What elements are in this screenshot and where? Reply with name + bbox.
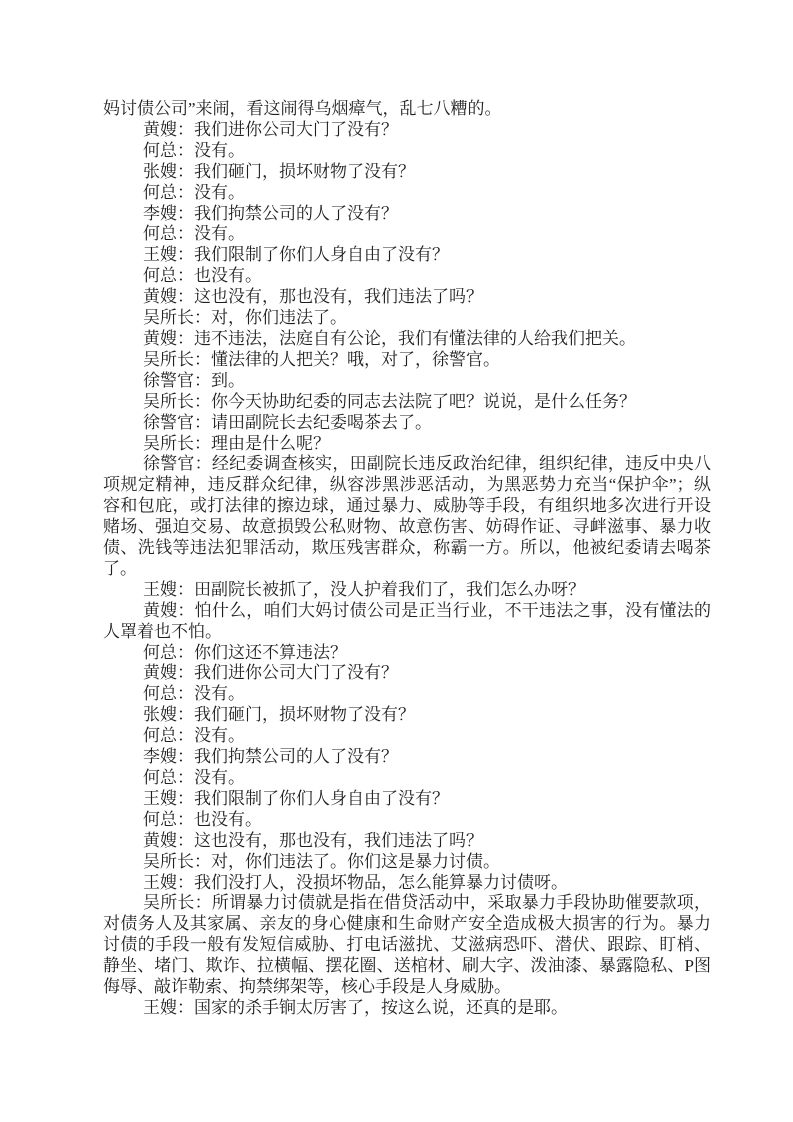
dialogue-paragraph: 黄嫂：这也没有，那也没有，我们违法了吗？ [143,287,483,307]
dialogue-paragraph: 黄嫂：我们进你公司大门了没有？ [143,663,398,683]
dialogue-paragraph: 何总：也没有。 [143,809,262,829]
dialogue-paragraph: 何总：也没有。 [143,266,262,286]
dialogue-paragraph: 王嫂：田副院长被抓了，没人护着我们了，我们怎么办呀？ [143,579,585,599]
dialogue-paragraph: 吴所长：所谓暴力讨债就是指在借贷活动中，采取暴力手段协助催要款项，对债务人及其家属、亲友的身心健康和生命财产安全造成极大损害的行为。暴力讨债的手段一般有发短信威胁、打电话滋扰、艾滋病恐吓、潜伏、跟踪、盯梢、静坐、堵门、欺诈、拉横幅、摆花圈、送棺材、刷大字、泼油漆、暴露隐私、P图侮辱、敲诈勒索、拘禁绑架等，核心手段是人身威胁。 [103,893,711,997]
dialogue-paragraph: 黄嫂：这也没有，那也没有，我们违法了吗？ [143,830,483,850]
dialogue-paragraph: 吴所长：懂法律的人把关？哦，对了，徐警官。 [143,349,500,369]
dialogue-paragraph: 李嫂：我们拘禁公司的人了没有？ [143,203,398,223]
dialogue-paragraph: 黄嫂：怕什么，咱们大妈讨债公司是正当行业，不干违法之事，没有懂法的人罩着也不怕。 [103,600,711,641]
dialogue-paragraph: 徐警官：经纪委调查核实，田副院长违反政治纪律，组织纪律，违反中央八项规定精神，违反群众纪律，纵容涉黑涉恶活动，为黑恶势力充当“保护伞”；纵容和包庇，或打法律的擦边球，通过暴力、威胁等手段，有组织地多次进行开设赌场、强迫交易、故意损毁公私财物、故意伤害、妨碍作证、寻衅滋事、暴力收债、洗钱等违法犯罪活动，欺压残害群众，称霸一方。所以，他被纪委请去喝茶了。 [103,454,711,578]
dialogue-paragraph: 王嫂：我们限制了你们人身自由了没有？ [143,245,449,265]
dialogue-paragraph: 何总：你们这还不算违法？ [143,642,347,662]
dialogue-paragraph: 吴所长：对，你们违法了。 [143,308,347,328]
dialogue-paragraph: 何总：没有。 [143,684,245,704]
dialogue-paragraph: 王嫂：国家的杀手锏太厉害了，按这么说，还真的是耶。 [143,997,568,1017]
dialogue-paragraph: 何总：没有。 [143,726,245,746]
dialogue-paragraph: 何总：没有。 [143,224,245,244]
dialogue-paragraph: 何总：没有。 [143,140,245,160]
script-text-block [103,99,711,1019]
dialogue-paragraph: 何总：没有。 [143,182,245,202]
dialogue-paragraph: 李嫂：我们拘禁公司的人了没有？ [143,747,398,767]
dialogue-paragraph: 徐警官：请田副院长去纪委喝茶去了。 [143,412,432,432]
dialogue-paragraph: 吴所长：对，你们违法了。你们这是暴力讨债。 [143,851,500,871]
dialogue-paragraph: 王嫂：我们没打人，没损坏物品，怎么能算暴力讨债呀。 [143,872,568,892]
dialogue-paragraph: 何总：没有。 [143,768,245,787]
dialogue-paragraph: 王嫂：我们限制了你们人身自由了没有？ [143,788,449,808]
dialogue-paragraph: 妈讨债公司”来闹，看这闹得乌烟瘴气，乱七八糟的。 [103,99,502,118]
dialogue-paragraph: 黄嫂：我们进你公司大门了没有？ [143,119,398,139]
dialogue-paragraph: 徐警官：到。 [143,370,245,390]
dialogue-paragraph: 张嫂：我们砸门，损坏财物了没有？ [143,705,415,725]
dialogue-paragraph: 吴所长：理由是什么呢？ [143,433,330,453]
dialogue-paragraph: 黄嫂：违不违法，法庭自有公论，我们有懂法律的人给我们把关。 [143,328,636,348]
dialogue-paragraph: 张嫂：我们砸门，损坏财物了没有？ [143,161,415,181]
dialogue-paragraph: 吴所长：你今天协助纪委的同志去法院了吧？说说，是什么任务？ [143,391,636,411]
